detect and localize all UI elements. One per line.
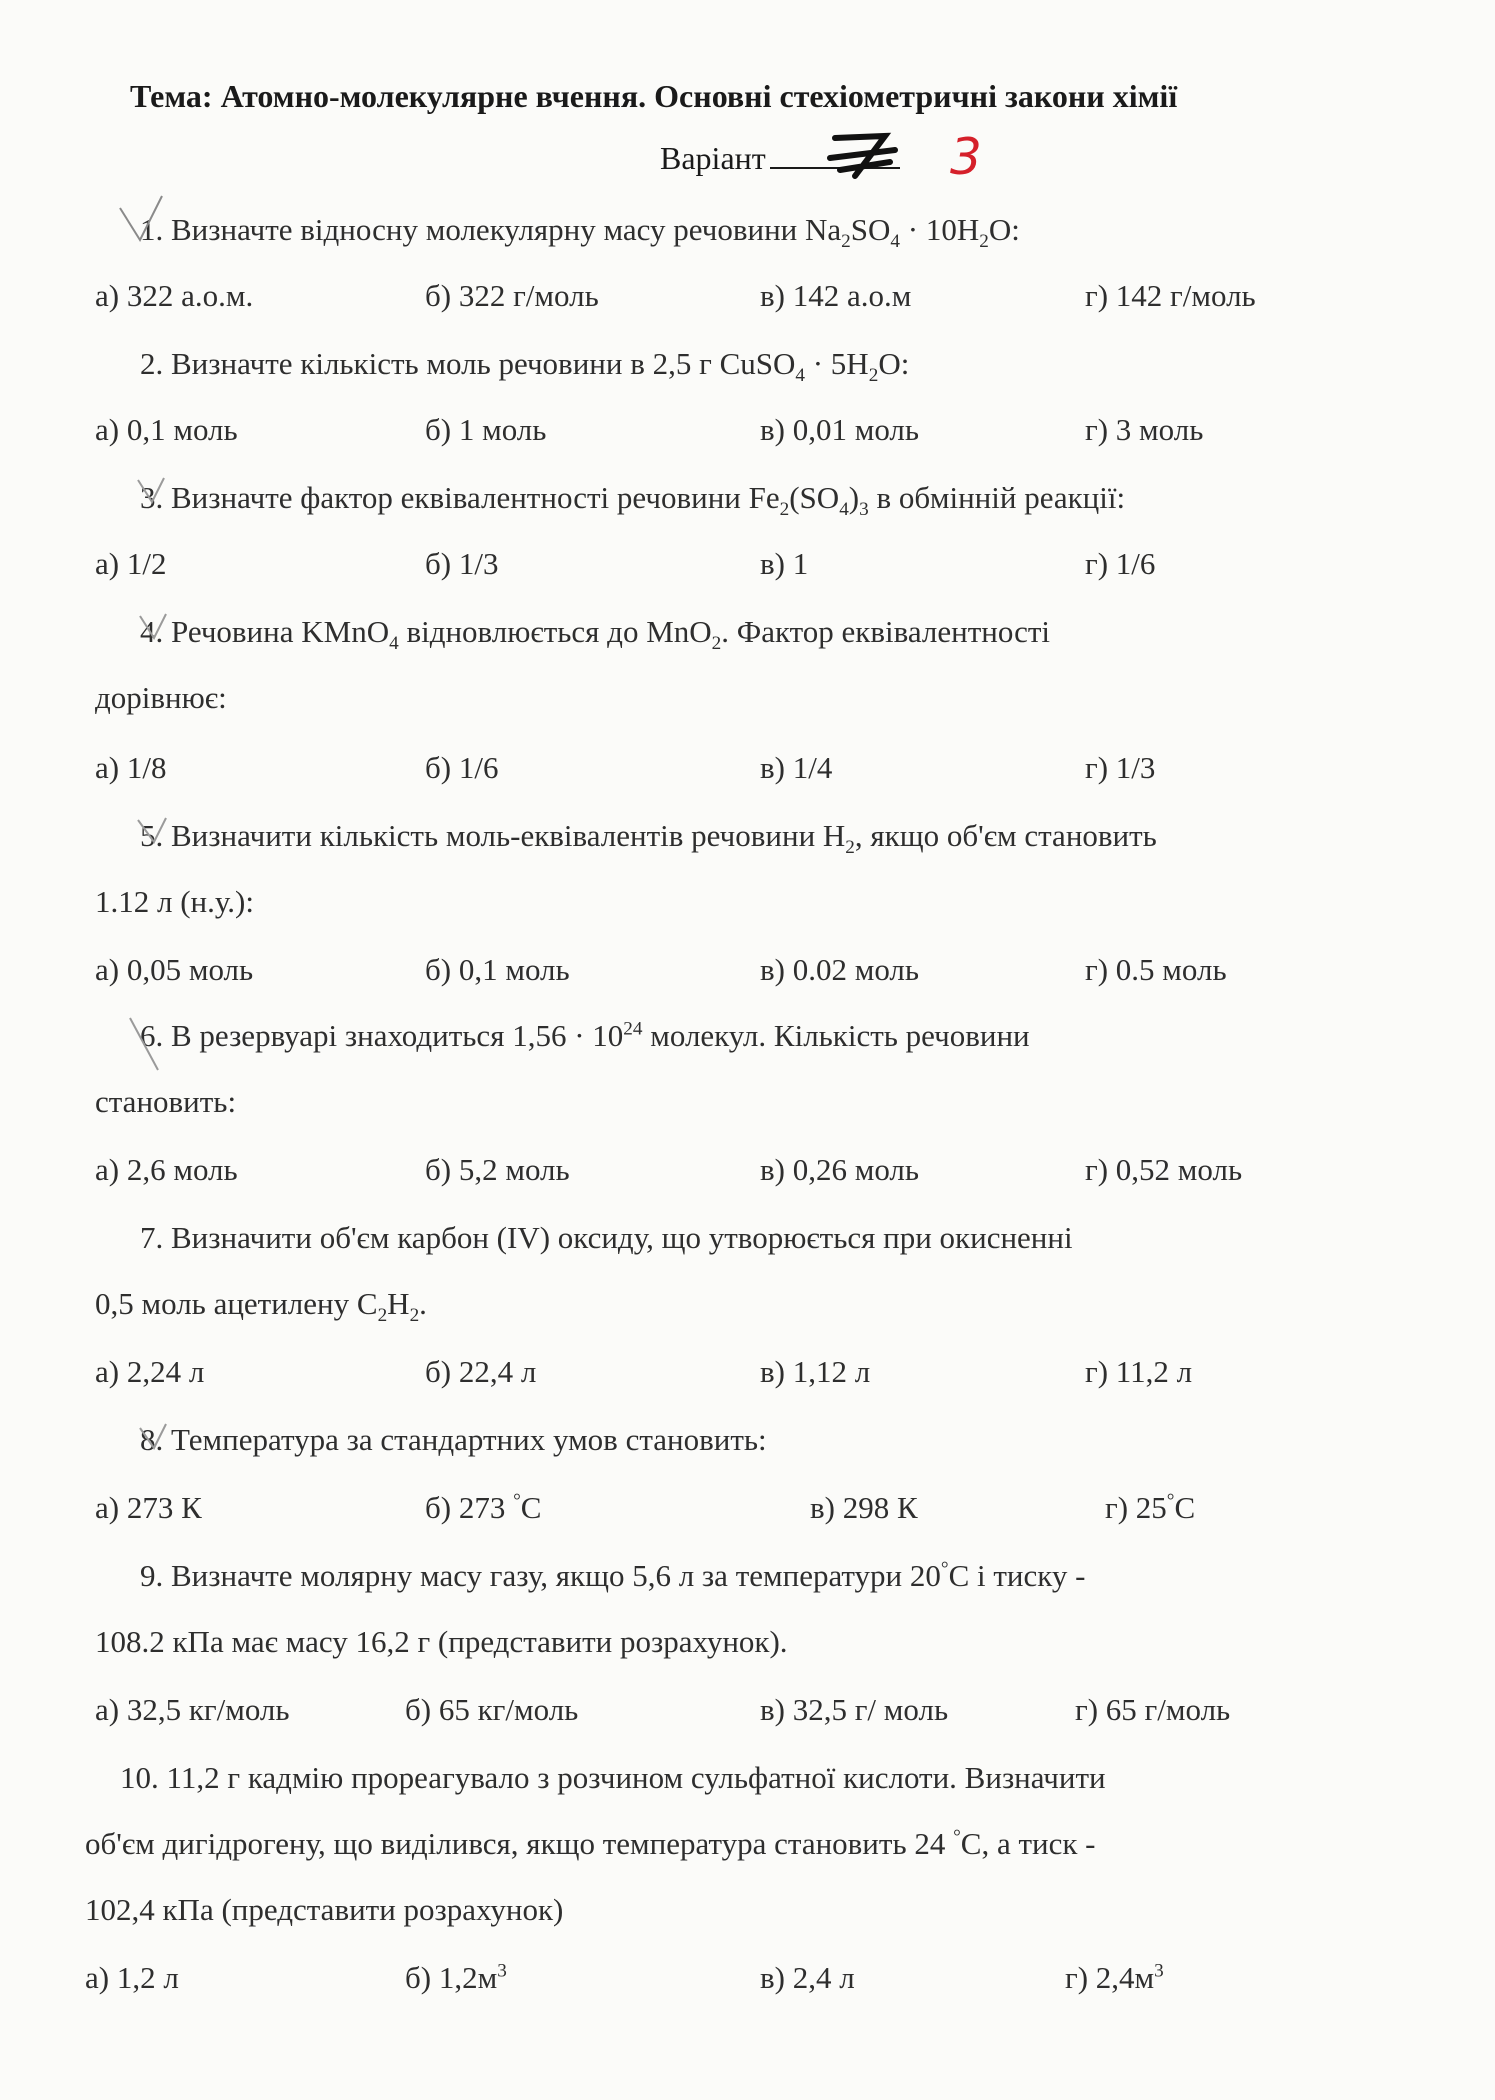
question-4: 4. Речовина KMnO$_4$ відновлюється до MnO$_2$. Фактор еквівалентності <box>140 614 1051 655</box>
q7-option-c: в) 1,12 л <box>760 1354 871 1389</box>
question-3: 3. Визначте фактор еквівалентності речовини $Fe_2(SO_4)_3$ в обмінній реакції: <box>140 480 1126 521</box>
q5-option-a: а) 0,05 моль <box>95 952 254 987</box>
question-5: 5. Визначити кількість моль-еквівалентів речовини $H_2$, якщо об'єм становить <box>140 818 1157 859</box>
q8-option-c: в) 298 К <box>810 1490 918 1525</box>
question-7: 7. Визначити об'єм карбон (IV) оксиду, що утворюється при окисненні <box>140 1220 1073 1255</box>
q3-option-c: в) 1 <box>760 546 809 581</box>
crossed-out-mark <box>825 128 905 188</box>
question-10: 10. 11,2 г кадмію прореагувало з розчином сульфатної кислоти. Визначити <box>120 1760 1106 1795</box>
q1-option-a: а) 322 а.о.м. <box>95 278 254 313</box>
q10-option-a: а) 1,2 л <box>85 1960 179 1995</box>
q10-option-b: б) $1,2м^3$ <box>405 1960 507 1995</box>
q8-option-d: г) 25°С <box>1105 1490 1196 1525</box>
q1-option-d: г) 142 г/моль <box>1085 278 1256 313</box>
q4-option-a: а) 1/8 <box>95 750 167 785</box>
variant-number-handwritten: 3 <box>950 128 982 186</box>
question-4-continuation: дорівнює: <box>95 680 227 715</box>
question-6-continuation: становить: <box>95 1084 237 1119</box>
q5-option-d: г) 0.5 моль <box>1085 952 1227 987</box>
question-1: 1. Визначте відносну молекулярну масу речовини $Na_2SO_4 \cdot 10H_2O$: <box>140 212 1020 253</box>
q7-option-a: а) 2,24 л <box>95 1354 205 1389</box>
q7-option-b: б) 22,4 л <box>425 1354 537 1389</box>
q6-option-a: а) 2,6 моль <box>95 1152 238 1187</box>
q2-option-d: г) 3 моль <box>1085 412 1204 447</box>
q9-option-d: г) 65 г/моль <box>1075 1692 1231 1727</box>
question-8: 8. Температура за стандартних умов становить: <box>140 1422 767 1457</box>
q7-option-d: г) 11,2 л <box>1085 1354 1193 1389</box>
q4-option-c: в) 1/4 <box>760 750 833 785</box>
q4-option-b: б) 1/6 <box>425 750 499 785</box>
question-6: 6. В резервуарі знаходиться $1,56 \cdot 10^{24}$ молекул. Кількість речовини <box>140 1018 1030 1053</box>
q10-option-c: в) 2,4 л <box>760 1960 855 1995</box>
question-5-continuation: 1.12 л (н.у.): <box>95 884 254 919</box>
q6-option-c: в) 0,26 моль <box>760 1152 920 1187</box>
q8-option-b: б) 273 °С <box>425 1490 542 1525</box>
q3-option-b: б) 1/3 <box>425 546 499 581</box>
q8-option-a: а) 273 К <box>95 1490 202 1525</box>
q6-option-d: г) 0,52 моль <box>1085 1152 1243 1187</box>
page-title: Тема: Атомно-молекулярне вчення. Основні стехіометричні закони хімії <box>130 78 1178 114</box>
q9-option-b: б) 65 кг/моль <box>405 1692 579 1727</box>
question-10-continuation-2: 102,4 кПа (представити розрахунок) <box>85 1892 564 1927</box>
q10-option-d: г) $2,4м^3$ <box>1065 1960 1164 1995</box>
q3-option-a: а) 1/2 <box>95 546 167 581</box>
q2-option-c: в) 0,01 моль <box>760 412 920 447</box>
q2-option-b: б) 1 моль <box>425 412 547 447</box>
q2-option-a: а) 0,1 моль <box>95 412 238 447</box>
question-10-continuation: об'єм дигідрогену, що виділився, якщо температура становить 24 °С, а тиск - <box>85 1826 1096 1861</box>
q5-option-c: в) 0.02 моль <box>760 952 920 987</box>
q1-option-c: в) 142 а.о.м <box>760 278 912 313</box>
question-2: 2. Визначте кількість моль речовини в 2,5 г CuSO$_4$ · $5H_2O$: <box>140 346 910 387</box>
q1-option-b: б) 322 г/моль <box>425 278 599 313</box>
variant-label: Варіант <box>660 140 766 176</box>
q9-option-c: в) 32,5 г/ моль <box>760 1692 949 1727</box>
q5-option-b: б) 0,1 моль <box>425 952 570 987</box>
q3-option-d: г) 1/6 <box>1085 546 1156 581</box>
q6-option-b: б) 5,2 моль <box>425 1152 570 1187</box>
question-9-continuation: 108.2 кПа має масу 16,2 г (представити розрахунок). <box>95 1624 788 1659</box>
q4-option-d: г) 1/3 <box>1085 750 1156 785</box>
question-7-continuation: 0,5 моль ацетилену $C_2H_2$. <box>95 1286 427 1327</box>
pencil-tick-marks <box>100 190 190 1510</box>
question-9: 9. Визначте молярну масу газу, якщо 5,6 л за температури 20°С і тиску - <box>140 1558 1086 1593</box>
q9-option-a: а) 32,5 кг/моль <box>95 1692 290 1727</box>
